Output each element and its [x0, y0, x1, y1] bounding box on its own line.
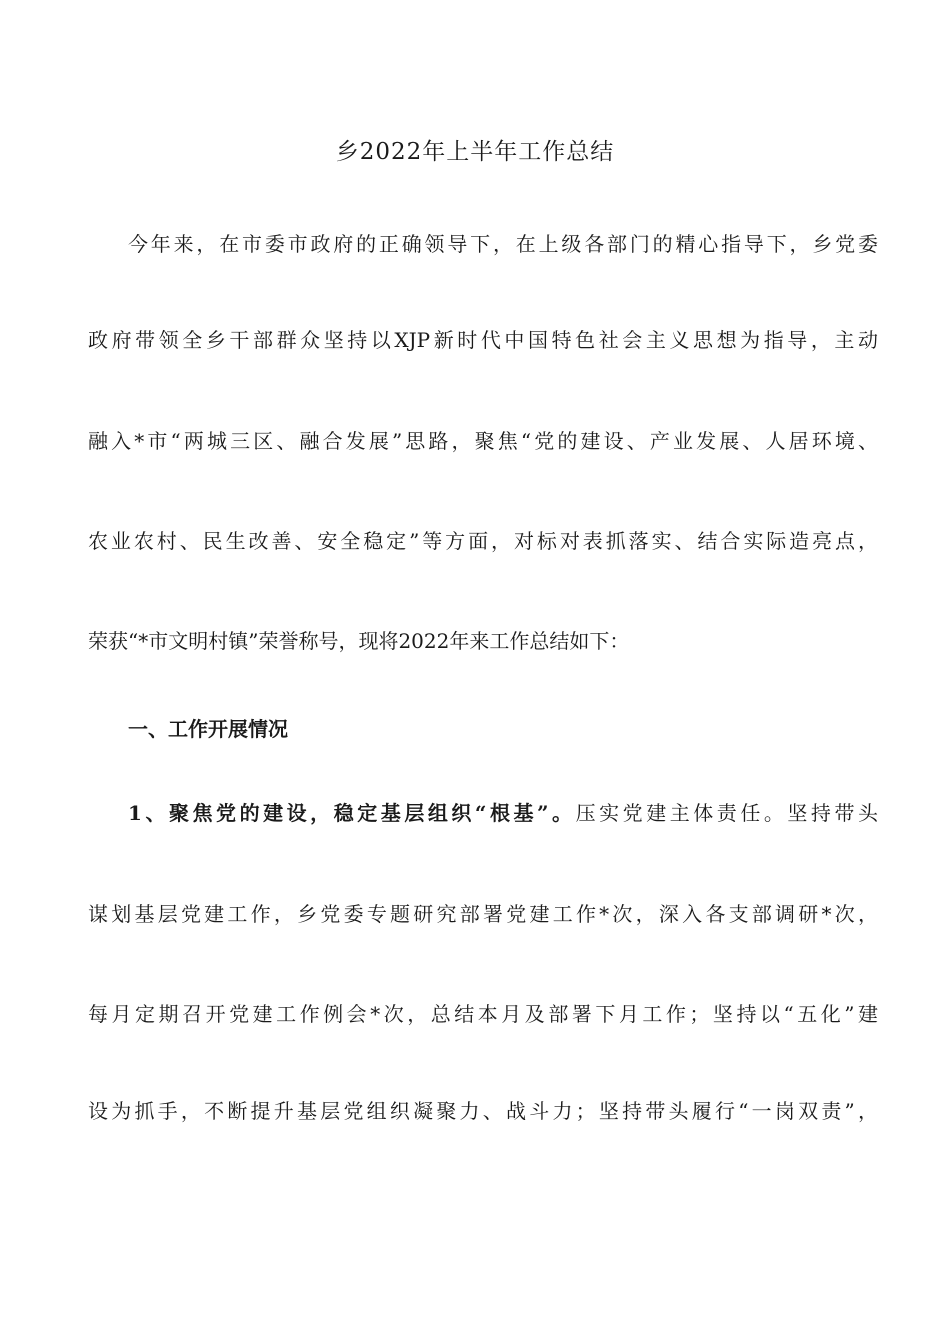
paragraph-line: 每月定期召开党建工作例会*次，总结本月及部署下月工作；坚持以“五化”建 — [88, 1002, 878, 1026]
subsection-text: 压实党建主体责任。坚持带头 — [575, 801, 878, 825]
paragraph-line: 融入*市“两城三区、融合发展”思路，聚焦“党的建设、产业发展、人居环境、 — [88, 429, 878, 453]
paragraph-line: 荣获“*市文明村镇”荣誉称号，现将2022年来工作总结如下： — [88, 629, 630, 653]
document-title: 乡2022年上半年工作总结 — [335, 139, 615, 165]
subsection-first-line — [128, 799, 878, 827]
paragraph-line: 谋划基层党建工作，乡党委专题研究部署党建工作*次，深入各支部调研*次， — [88, 902, 878, 926]
paragraph-line: 设为抓手，不断提升基层党组织凝聚力、战斗力；坚持带头履行“一岗双责”， — [88, 1099, 878, 1123]
paragraph-line: 政府带领全乡干部群众坚持以XJP新时代中国特色社会主义思想为指导，主动 — [88, 328, 878, 352]
section-heading: 一、工作开展情况 — [128, 717, 288, 741]
subsection-lead: 1、聚焦党的建设，稳定基层组织“根基”。 — [128, 801, 576, 825]
paragraph-line: 农业农村、民生改善、安全稳定”等方面，对标对表抓落实、结合实际造亮点， — [88, 529, 878, 553]
paragraph-line: 今年来，在市委市政府的正确领导下，在上级各部门的精心指导下，乡党委 — [128, 232, 878, 256]
